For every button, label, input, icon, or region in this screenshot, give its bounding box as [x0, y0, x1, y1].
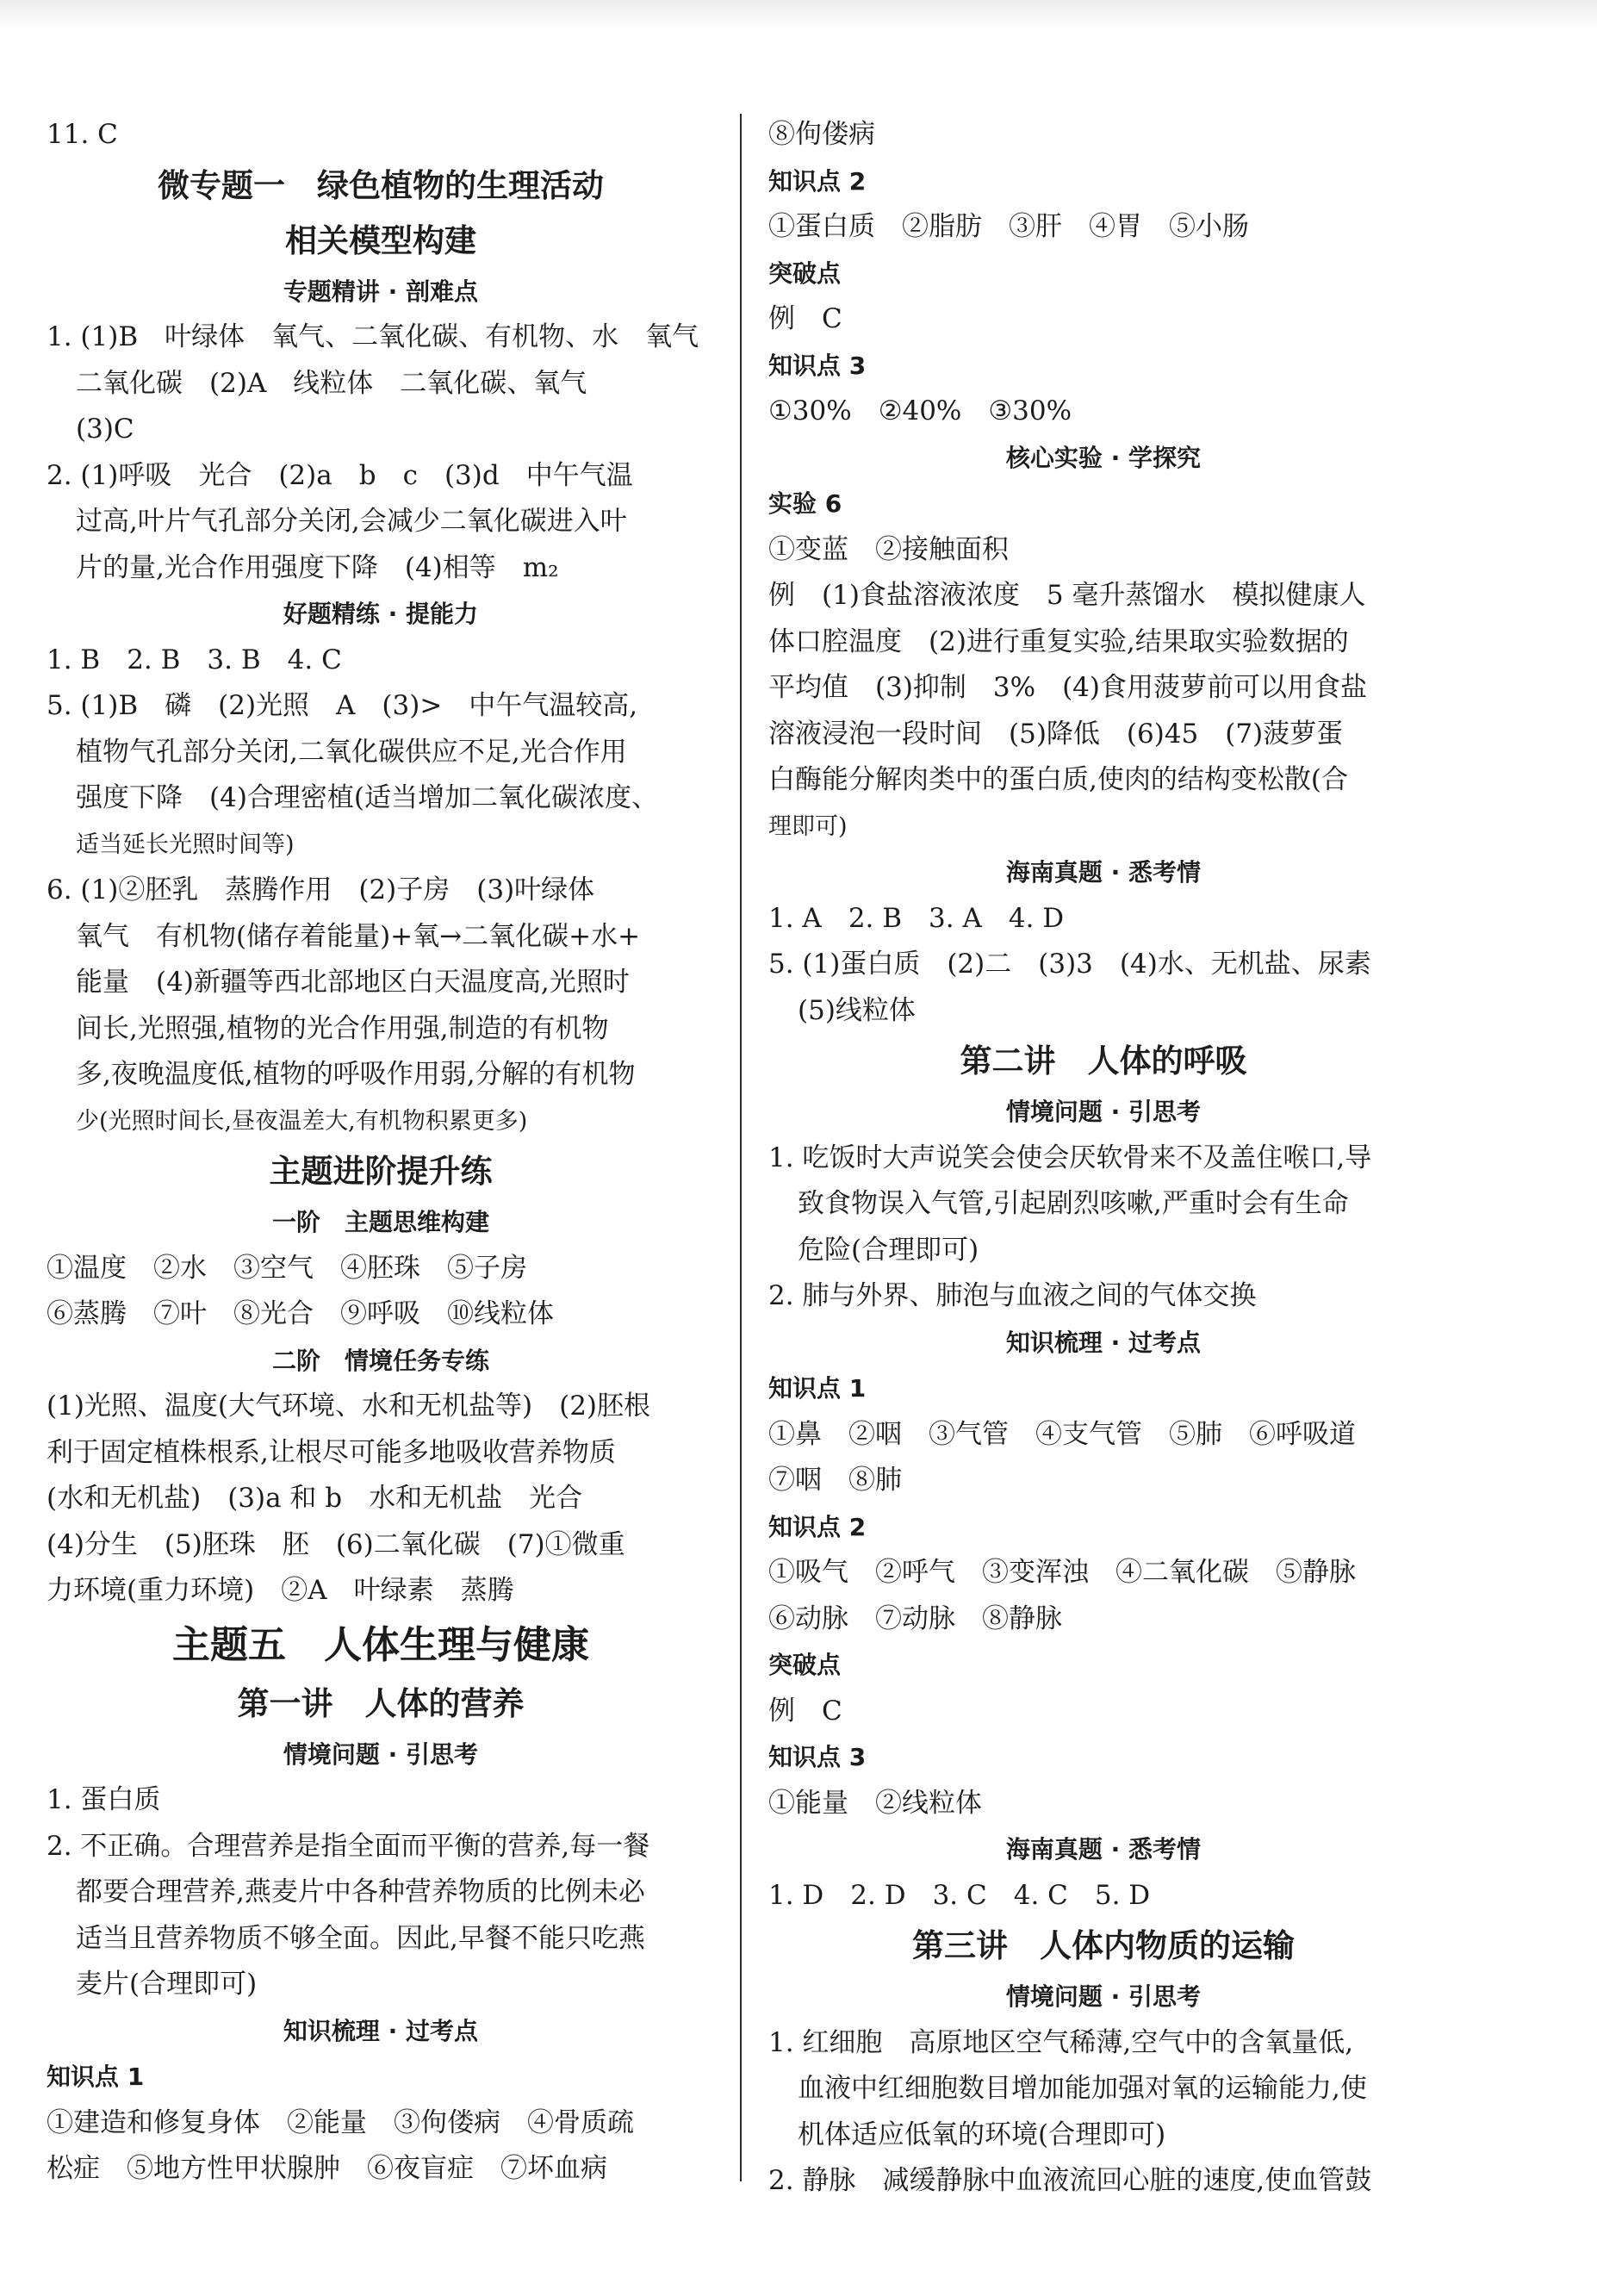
- answer-line: 理即可): [768, 812, 848, 840]
- answer-line: 二氧化碳 (2)A 线粒体 二氧化碳、氧气: [76, 367, 587, 399]
- answer-line: 强度下降 (4)合理密植(适当增加二氧化碳浓度、: [76, 782, 659, 813]
- subsection-title: 海南真题 · 悉考情: [1005, 1835, 1202, 1864]
- knowledge-point-label: 知识点 2: [768, 166, 867, 196]
- knowledge-point-label: 知识点 2: [768, 1512, 867, 1541]
- answer-line: 11. C: [47, 119, 118, 150]
- answer-line: ①吸气 ②呼气 ③变浑浊 ④二氧化碳 ⑤静脉: [768, 1557, 1356, 1588]
- subsection-title: 一阶 主题思维构建: [271, 1208, 489, 1236]
- answer-line: 平均值 (3)抑制 3% (4)食用菠萝前可以用食盐: [768, 672, 1368, 703]
- subsection-title: 核心实验 · 学探究: [1005, 443, 1202, 472]
- answer-line: ①30% ②40% ③30%: [768, 395, 1072, 426]
- answer-line: 1. A 2. B 3. A 4. D: [768, 902, 1065, 934]
- answer-line: ①建造和修复身体 ②能量 ③佝偻病 ④骨质疏: [47, 2106, 634, 2138]
- answer-line: 例 C: [768, 303, 842, 334]
- answer-line: (4)分生 (5)胚珠 胚 (6)二氧化碳 (7)①微重: [47, 1528, 625, 1560]
- answer-line: 适当延长光照时间等): [76, 831, 295, 858]
- answer-line: 体口腔温度 (2)进行重复实验,结果取实验数据的: [768, 625, 1349, 657]
- answer-line: 例 (1)食盐溶液浓度 5 毫升蒸馏水 模拟健康人: [768, 580, 1366, 611]
- answer-line: ①温度 ②水 ③空气 ④胚珠 ⑤子房: [47, 1252, 527, 1284]
- answer-line: (1)光照、温度(大气环境、水和无机盐等) (2)胚根: [47, 1391, 651, 1422]
- answer-line: 致食物误入气管,引起剧烈咳嗽,严重时会有生命: [798, 1188, 1349, 1219]
- answer-line: 过高,叶片气孔部分关闭,会减少二氧化碳进入叶: [76, 506, 627, 537]
- breakthrough-label: 突破点: [768, 1651, 842, 1679]
- answer-line: 麦片(合理即可): [76, 1969, 258, 2000]
- knowledge-point-label: 知识点 3: [768, 1743, 867, 1771]
- answer-line: ⑥动脉 ⑦动脉 ⑧静脉: [768, 1602, 1062, 1634]
- answer-line: 2. (1)呼吸 光合 (2)a b c (3)d 中午气温: [47, 459, 633, 491]
- answer-line: 1. (1)B 叶绿体 氧气、二氧化碳、有机物、水 氧气: [47, 321, 699, 352]
- subsection-title: 二阶 情境任务专练: [271, 1346, 489, 1375]
- answer-line: ①能量 ②线粒体: [768, 1787, 982, 1819]
- answer-line: ①蛋白质 ②脂肪 ③肝 ④胃 ⑤小肠: [768, 211, 1249, 242]
- answer-line: (5)线粒体: [798, 994, 916, 1026]
- answer-line: 片的量,光合作用强度下降 (4)相等 m₂: [76, 551, 559, 583]
- answer-line: 白酶能分解肉类中的蛋白质,使肉的结构变松散(合: [768, 764, 1348, 795]
- answer-line: 能量 (4)新疆等西北部地区白天温度高,光照时: [76, 967, 630, 998]
- answer-line: 间长,光照强,植物的光合作用强,制造的有机物: [76, 1012, 609, 1044]
- answer-line: 5. (1)B 磷 (2)光照 A (3)> 中午气温较高,: [47, 690, 638, 721]
- experiment-label: 实验 6: [768, 489, 842, 518]
- answer-line: ⑧佝偻病: [768, 119, 875, 150]
- section-title: 微专题一 绿色植物的生理活动: [158, 166, 604, 204]
- answer-line: ①鼻 ②咽 ③气管 ④支气管 ⑤肺 ⑥呼吸道: [768, 1418, 1356, 1450]
- lecture-title: 第一讲 人体的营养: [237, 1684, 525, 1722]
- answer-line: 力环境(重力环境) ②A 叶绿素 蒸腾: [47, 1575, 514, 1606]
- answer-line: 5. (1)蛋白质 (2)二 (3)3 (4)水、无机盐、尿素: [768, 949, 1371, 980]
- subsection-title: 海南真题 · 悉考情: [1005, 858, 1202, 887]
- right-column: [768, 112, 1439, 2205]
- lecture-title: 第二讲 人体的呼吸: [960, 1042, 1247, 1080]
- answer-line: 2. 不正确。合理营养是指全面而平衡的营养,每一餐: [47, 1830, 650, 1862]
- answer-line: 1. 吃饭时大声说笑会使会厌软骨来不及盖住喉口,导: [768, 1142, 1372, 1173]
- answer-line: 机体适应低氧的环境(合理即可): [798, 2119, 1166, 2150]
- answer-line: 利于固定植株根系,让根尽可能多地吸收营养物质: [47, 1436, 616, 1468]
- section-title: 主题进阶提升练: [269, 1153, 493, 1190]
- answer-line: 多,夜晚温度低,植物的呼吸作用弱,分解的有机物: [76, 1059, 636, 1090]
- subsection-title: 专题精讲 · 剖难点: [283, 277, 479, 306]
- knowledge-point-label: 知识点 1: [768, 1374, 867, 1403]
- answer-line: ⑦咽 ⑧肺: [768, 1465, 902, 1496]
- column-divider: [740, 114, 742, 2181]
- subsection-title: 好题精练 · 提能力: [283, 600, 479, 628]
- answer-line: 少(光照时间长,昼夜温差大,有机物积累更多): [76, 1107, 528, 1135]
- subsection-title: 知识梳理 · 过考点: [1005, 1328, 1202, 1357]
- chapter-title: 主题五 人体生理与健康: [172, 1622, 589, 1667]
- subsection-title: 知识梳理 · 过考点: [283, 2016, 479, 2045]
- answer-line: 氧气 有机物(储存着能量)+氧→二氧化碳+水+: [76, 920, 641, 952]
- answer-line: 6. (1)②胚乳 蒸腾作用 (2)子房 (3)叶绿体: [47, 874, 595, 905]
- subsection-title: 情境问题 · 引思考: [1005, 1098, 1202, 1126]
- knowledge-point-label: 知识点 1: [47, 2063, 145, 2091]
- lecture-title: 第三讲 人体内物质的运输: [912, 1927, 1295, 1964]
- breakthrough-label: 突破点: [768, 258, 842, 288]
- answer-line: 1. 红细胞 高原地区空气稀薄,空气中的含氧量低,: [768, 2026, 1354, 2058]
- answer-line: (水和无机盐) (3)a 和 b 水和无机盐 光合: [47, 1483, 583, 1514]
- answer-line: 1. B 2. B 3. B 4. C: [47, 644, 342, 675]
- subsection-title: 情境问题 · 引思考: [283, 1739, 479, 1769]
- answer-line: 适当且营养物质不够全面。因此,早餐不能只吃燕: [76, 1922, 645, 1954]
- left-column: [47, 112, 715, 2193]
- section-title: 相关模型构建: [285, 221, 476, 259]
- answer-line: ⑥蒸腾 ⑦叶 ⑧光合 ⑨呼吸 ⑩线粒体: [47, 1298, 554, 1329]
- scan-shadow: [0, 0, 1597, 29]
- answer-line: (3)C: [76, 414, 134, 445]
- answer-line: 例 C: [768, 1695, 842, 1727]
- answer-line: 危险(合理即可): [798, 1234, 979, 1266]
- knowledge-point-label: 知识点 3: [768, 351, 867, 380]
- answer-line: 都要合理营养,燕麦片中各种营养物质的比例未必: [76, 1876, 645, 1907]
- answer-line: 2. 静脉 减缓静脉中血液流回心脏的速度,使血管鼓: [768, 2165, 1372, 2196]
- answer-line: 2. 肺与外界、肺泡与血液之间的气体交换: [768, 1280, 1257, 1311]
- answer-line: 溶液浸泡一段时间 (5)降低 (6)45 (7)菠萝蛋: [768, 718, 1344, 750]
- answer-line: 1. D 2. D 3. C 4. C 5. D: [768, 1879, 1151, 1911]
- subsection-title: 情境问题 · 引思考: [1005, 1982, 1202, 2011]
- answer-line: 植物气孔部分关闭,二氧化碳供应不足,光合作用: [76, 736, 627, 768]
- answer-line: 血液中红细胞数目增加能加强对氧的运输能力,使: [798, 2073, 1367, 2104]
- answer-line: ①变蓝 ②接触面积: [768, 533, 1009, 565]
- answer-line: 1. 蛋白质: [47, 1784, 161, 1815]
- answer-line: 松症 ⑤地方性甲状腺肿 ⑥夜盲症 ⑦坏血病: [47, 2153, 607, 2184]
